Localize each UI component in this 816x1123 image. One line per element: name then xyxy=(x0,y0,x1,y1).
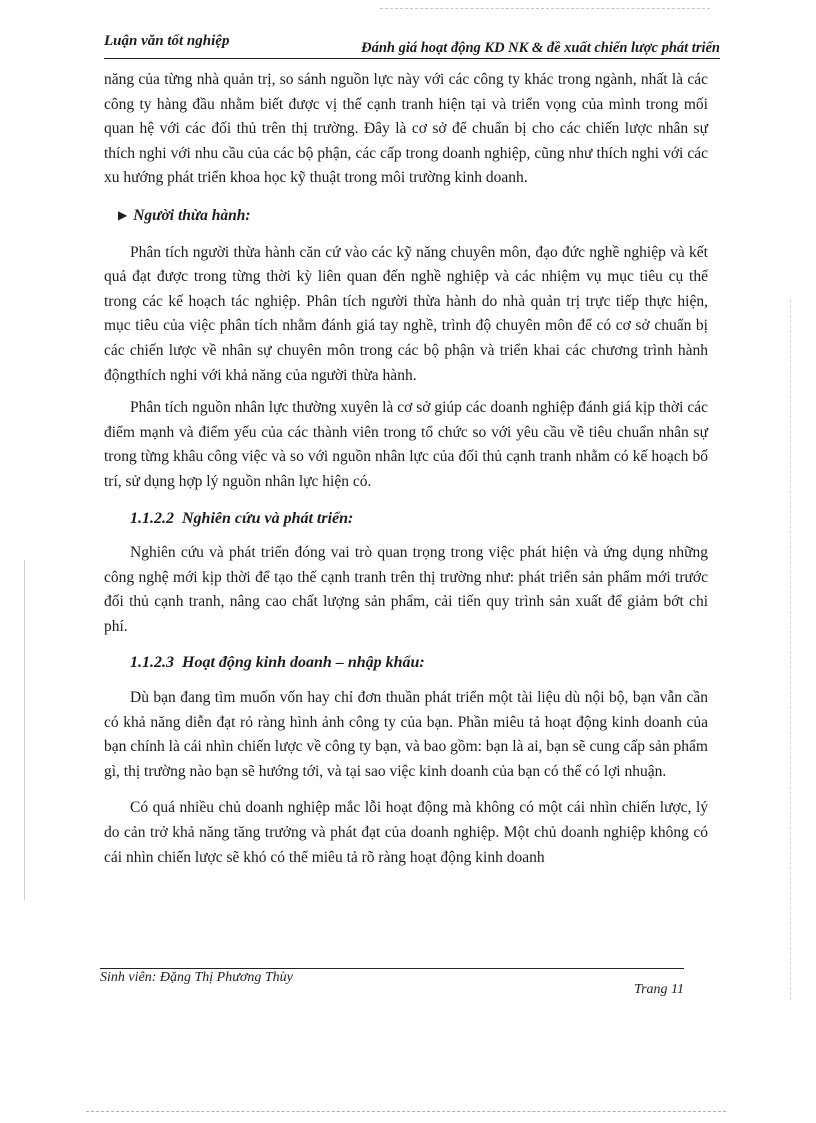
section-title: Nghiên cứu và phát triển: xyxy=(182,509,354,527)
page-header xyxy=(104,30,720,60)
scan-artifact-left xyxy=(24,560,25,900)
paragraph: Nghiên cứu và phát triển đóng vai trò quan trọng trong việc phát hiện và ứng dụng những công nghệ mới kịp thời để tạo thế cạnh tranh trên thị trường như: phát triển sản phẩm mới trước đối thủ cạnh tranh, nâng cao chất lượng sản phẩm, cải tiến quy trình sản xuất để giảm bớt chi phí. xyxy=(104,544,708,635)
section-number: 1.1.2.2 xyxy=(130,509,174,527)
section-heading-1122 xyxy=(130,507,708,532)
footer-student-name: Sinh viên: Đặng Thị Phương Thùy xyxy=(100,970,293,985)
paragraph: Phân tích người thừa hành căn cứ vào các kỹ năng chuyên môn, đạo đức nghề nghiệp và kết quả đạt được trong từng thời kỳ liên quan đến nghề nghiệp và các nhiệm vụ mục tiêu cụ thể trong các kế hoạch tác nghiệp. Phân tích người thừa hành do nhà quản trị trực tiếp thực hiện, mục tiêu của việc phân tích nhằm đánh giá tay nghề, trình độ chuyên môn để có cơ sở chuẩn bị các chiến lược về nhân sự chuyên môn trong các bộ phận và triển khai các chương trình hành độngthích nghi với khả năng của người thừa hành. xyxy=(104,243,708,384)
header-document-title: Đánh giá hoạt động KD NK & đề xuất chiến lược phát triển xyxy=(361,40,720,56)
header-thesis-label: Luận văn tốt nghiệp xyxy=(104,33,230,49)
page-number: Trang 11 xyxy=(634,982,684,997)
footer-rule xyxy=(100,968,684,969)
page-body xyxy=(104,68,708,870)
paragraph: Có quá nhiều chủ doanh nghiệp mắc lỗi hoạt động mà không có một cái nhìn chiến lược, lý do cản trở khả năng tăng trưởng và phát đạt của doanh nghiệp. Một chủ doanh nghiệp không có cái nhìn chiến lược sẽ khó có thể miêu tả rõ ràng hoạt động kinh doanh xyxy=(104,799,708,866)
paragraph: Phân tích nguồn nhân lực thường xuyên là cơ sở giúp các doanh nghiệp đánh giá kịp thời các điểm mạnh và điểm yếu của các thành viên trong tổ chức so với yêu cầu về tiêu chuẩn nhân sự trong từng khâu công việc và so với nguồn nhân lực của đối thủ cạnh tranh nhằm có kế hoạch bố trí, sử dụng hợp lý nguồn nhân lực hiện có. xyxy=(104,399,708,490)
section-title: Người thừa hành: xyxy=(133,206,251,224)
header-rule xyxy=(104,58,720,59)
section-heading-1123 xyxy=(130,651,708,676)
triangle-bullet-icon: ▶ xyxy=(118,207,128,222)
page-footer xyxy=(100,968,684,1002)
section-number: 1.1.2.3 xyxy=(130,654,174,672)
paragraph: Dù bạn đang tìm muốn vốn hay chỉ đơn thuần phát triển một tài liệu dù nội bộ, bạn vẫn cần có khả năng diễn đạt rỏ ràng hình ảnh công ty của bạn. Phần miêu tả hoạt động kinh doanh của bạn chính là cái nhìn chiến lược về công ty bạn, và bao gồm: bạn là ai, bạn sẽ cung cấp sản phẩm gì, thị trường nào bạn sẽ hướng tới, và tại sao việc kinh doanh của bạn có thể có lợi nhuận. xyxy=(104,689,708,780)
scan-artifact-bottom xyxy=(86,1111,726,1112)
intro-paragraph: năng của từng nhà quản trị, so sánh nguồn lực này với các công ty khác trong ngành, nhất là các công ty hàng đầu nhằm biết được vị thế cạnh tranh hiện tại và triển vọng của mình trong mối quan hệ với các đối thủ trên thị trường. Đây là cơ sở để chuẩn bị cho các chiến lược nhân sự thích nghi với nhu cầu của các bộ phận, các cấp trong doanh nghiệp, cũng như thích nghi với các xu hướng phát triển khoa học kỹ thuật trong môi trường kinh doanh. xyxy=(104,71,708,187)
section-heading-nguoi-thua-hanh xyxy=(118,203,708,229)
scan-artifact-right xyxy=(790,300,791,1000)
section-title: Hoạt động kinh doanh – nhập khẩu: xyxy=(182,654,425,672)
scan-artifact-top xyxy=(380,8,710,9)
